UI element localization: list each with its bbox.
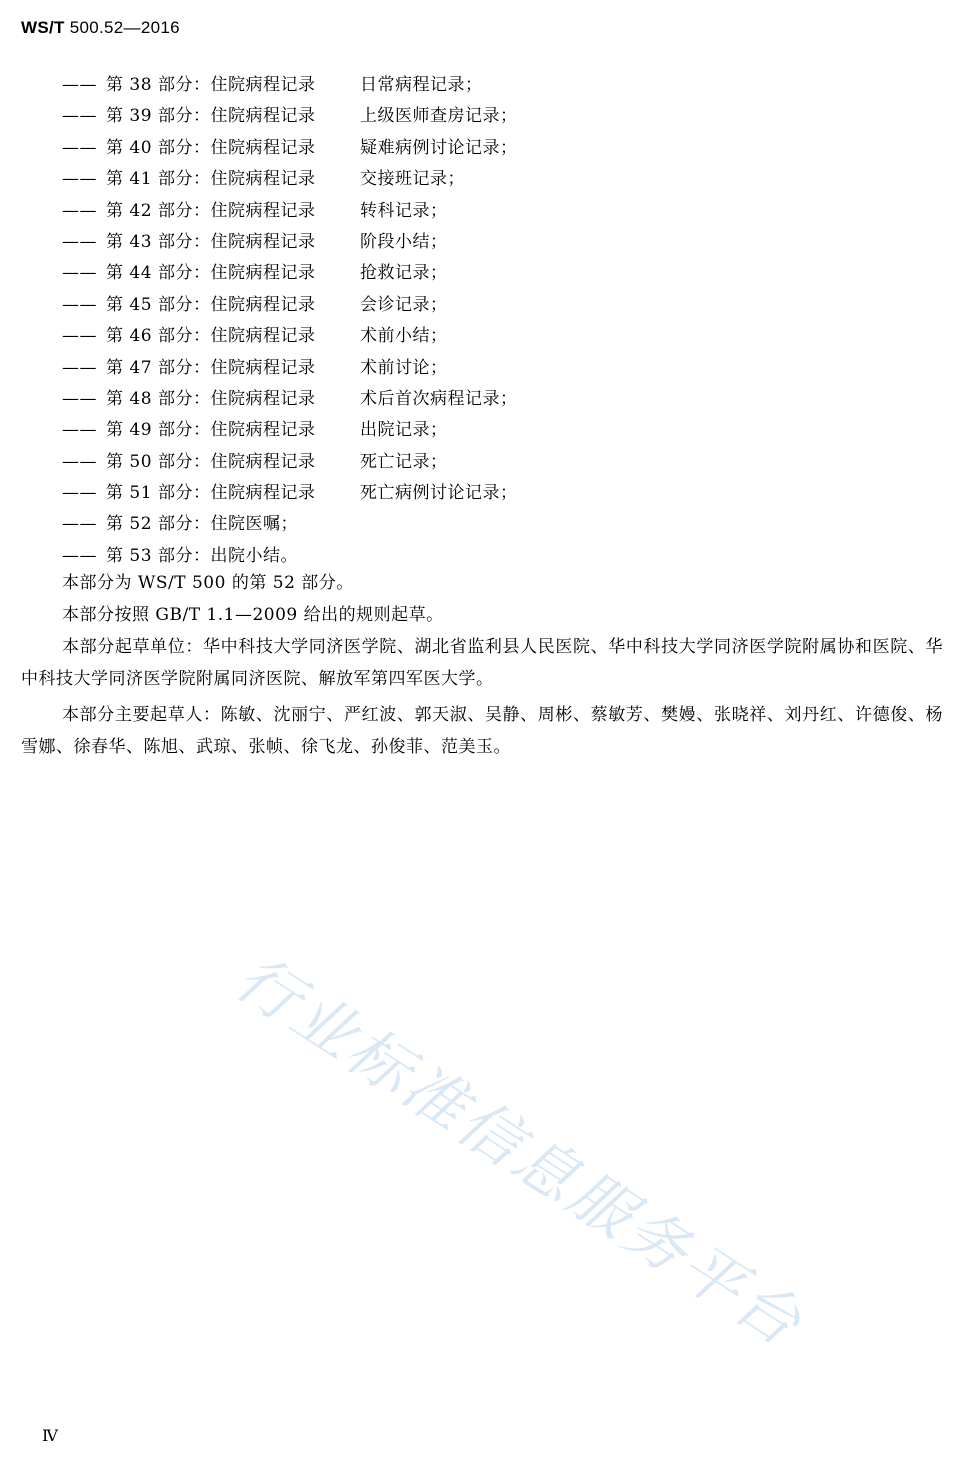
list-item-part: 第 53 部分：出院小结。 bbox=[106, 545, 298, 566]
page-header bbox=[21, 18, 180, 38]
list-item bbox=[62, 227, 518, 258]
list-item bbox=[62, 509, 518, 540]
list-item-dash: —— bbox=[62, 294, 97, 315]
list-item bbox=[62, 353, 518, 384]
list-item-record: 死亡病例讨论记录； bbox=[360, 483, 518, 504]
list-item-part: 第 39 部分：住院病程记录 bbox=[106, 106, 316, 127]
list-item-dash: —— bbox=[62, 200, 97, 221]
list-item-dash: —— bbox=[62, 75, 97, 95]
list-item-part: 第 44 部分：住院病程记录 bbox=[106, 263, 316, 284]
list-item-part: 第 38 部分：住院病程记录 bbox=[106, 75, 316, 95]
list-item-record: 术前小结； bbox=[360, 326, 448, 347]
page-number: Ⅳ bbox=[42, 1426, 58, 1445]
paragraph-drafting-units: 本部分起草单位：华中科技大学同济医学院、湖北省监利县人民医院、华中科技大学同济医学院附属协和医院、华中科技大学同济医学院附属同济医院、解放军第四军医大学。 bbox=[21, 637, 943, 689]
list-item bbox=[62, 384, 518, 415]
paragraph-drafters: 本部分主要起草人：陈敏、沈丽宁、严红波、郭天淑、吴静、周彬、蔡敏芳、樊嫚、张晓祥、刘丹红、许德俊、杨雪娜、徐春华、陈旭、武琼、张帧、徐飞龙、孙俊菲、范美玉。 bbox=[21, 705, 943, 757]
list-item-dash: —— bbox=[62, 545, 97, 566]
list-item bbox=[62, 258, 518, 289]
list-item bbox=[62, 290, 518, 321]
list-item-part: 第 52 部分：住院医嘱； bbox=[106, 514, 298, 535]
list-item-dash: —— bbox=[62, 357, 97, 378]
list-item bbox=[62, 70, 518, 101]
list-item-record: 日常病程记录； bbox=[360, 75, 483, 95]
list-item-record: 术后首次病程记录； bbox=[360, 388, 518, 409]
list-item-dash: —— bbox=[62, 263, 97, 284]
list-item-part: 第 50 部分：住院病程记录 bbox=[106, 451, 316, 472]
list-item-dash: —— bbox=[62, 388, 97, 409]
list-item-part: 第 43 部分：住院病程记录 bbox=[106, 231, 316, 252]
list-item bbox=[62, 101, 518, 132]
list-item bbox=[62, 415, 518, 446]
list-item bbox=[62, 164, 518, 195]
list-item bbox=[62, 196, 518, 227]
list-item-record: 阶段小结； bbox=[360, 231, 448, 252]
list-item-dash: —— bbox=[62, 451, 97, 472]
list-item-dash: —— bbox=[62, 420, 97, 441]
list-item-dash: —— bbox=[62, 137, 97, 158]
list-item-dash: —— bbox=[62, 326, 97, 347]
part-list bbox=[62, 70, 518, 572]
list-item-dash: —— bbox=[62, 514, 97, 535]
list-item-part: 第 48 部分：住院病程记录 bbox=[106, 388, 316, 409]
list-item-part: 第 42 部分：住院病程记录 bbox=[106, 200, 316, 221]
list-item bbox=[62, 478, 518, 509]
list-item-part: 第 46 部分：住院病程记录 bbox=[106, 326, 316, 347]
list-item-part: 第 49 部分：住院病程记录 bbox=[106, 420, 316, 441]
list-item-dash: —— bbox=[62, 231, 97, 252]
list-item-record: 出院记录； bbox=[360, 420, 448, 441]
list-item-part: 第 41 部分：住院病程记录 bbox=[106, 169, 316, 190]
list-item-record: 抢救记录； bbox=[360, 263, 448, 284]
list-item bbox=[62, 447, 518, 478]
watermark: 行业标准信息服务平台 bbox=[223, 940, 817, 1362]
list-item bbox=[62, 321, 518, 352]
list-item bbox=[62, 133, 518, 164]
list-item-record: 转科记录； bbox=[360, 200, 448, 221]
list-item-record: 疑难病例讨论记录； bbox=[360, 137, 518, 158]
list-item-dash: —— bbox=[62, 106, 97, 127]
list-item-dash: —— bbox=[62, 483, 97, 504]
list-item-record: 交接班记录； bbox=[360, 169, 465, 190]
paragraph-drafting-rules: 本部分按照 GB/T 1.1—2009 给出的规则起草。 bbox=[62, 605, 444, 625]
list-item-record: 术前讨论； bbox=[360, 357, 448, 378]
list-item-record: 上级医师查房记录； bbox=[360, 106, 518, 127]
paragraph-part-number: 本部分为 WS/T 500 的第 52 部分。 bbox=[62, 573, 354, 593]
list-item-part: 第 51 部分：住院病程记录 bbox=[106, 483, 316, 504]
list-item-record: 会诊记录； bbox=[360, 294, 448, 315]
standard-number: 500.52—2016 bbox=[69, 18, 180, 37]
list-item-part: 第 40 部分：住院病程记录 bbox=[106, 137, 316, 158]
list-item-dash: —— bbox=[62, 169, 97, 190]
list-item-part: 第 47 部分：住院病程记录 bbox=[106, 357, 316, 378]
list-item-record: 死亡记录； bbox=[360, 451, 448, 472]
standard-code: WS/T bbox=[21, 18, 65, 37]
list-item-part: 第 45 部分：住院病程记录 bbox=[106, 294, 316, 315]
